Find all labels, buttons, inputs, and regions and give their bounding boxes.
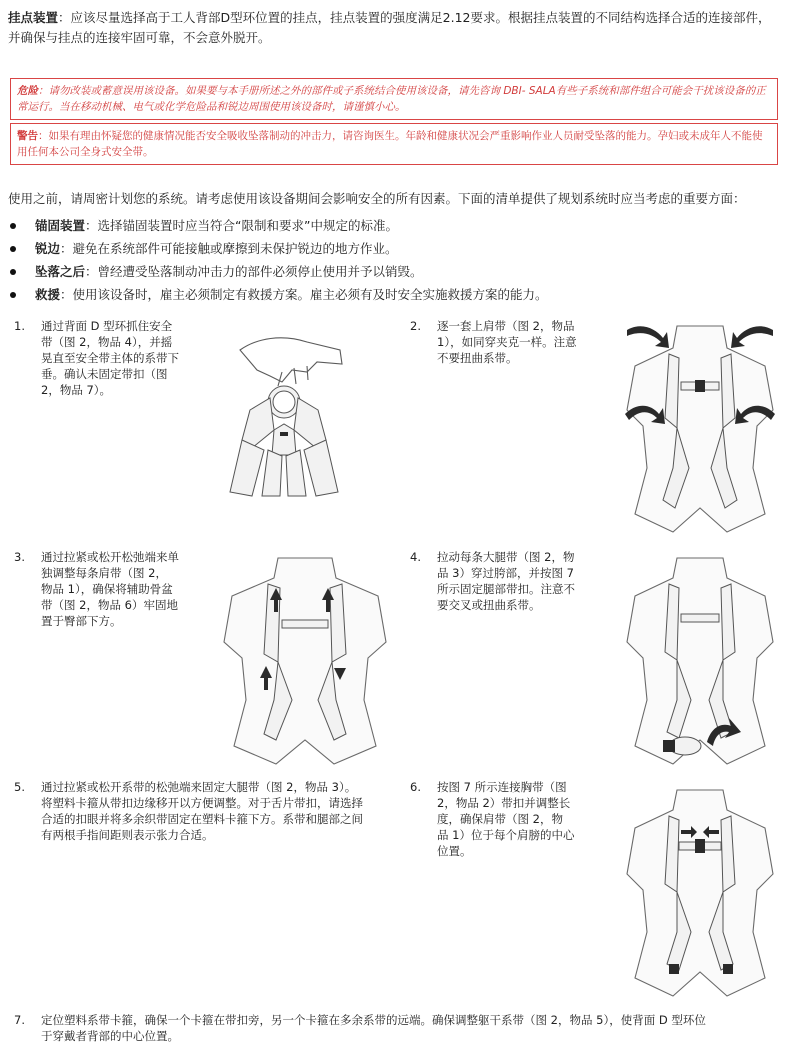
step-text: 逐一套上肩带（图 2，物品 1），如同穿夹克一样。注意 不要扭曲系带。 <box>437 319 577 365</box>
warning-text: ：如果有理由怀疑您的健康情况能否安全吸收坠落制动的冲击力，请咨询医生。年龄和健康状况会严重影响作业人员耐受坠落的能力。孕妇或未成年人不能使用任何本公司全身式安全带。 <box>17 130 763 158</box>
planning-paragraph: 使用之前，请周密计划您的系统。请考虑使用该设备期间会影响安全的所有因素。下面的清单提供了规划系统时应当考虑的重要方面： <box>8 191 746 206</box>
step-number: 3. <box>14 550 25 564</box>
step-text: 按图 7 所示连接胸带（图 2，物品 2）带扣并调整长 度，确保肩带（图 2，物 品 1）位于每个肩膀的中心 位置。 <box>437 780 575 858</box>
step-text: 拉动每条大腿带（图 2，物 品 3）穿过胯部，并按图 7 所示固定腿部带扣。注意不 要交叉或扭曲系带。 <box>437 550 575 612</box>
warning-box <box>10 123 778 165</box>
step-number: 5. <box>14 780 25 794</box>
step-4 <box>410 549 610 629</box>
warning-label: 警告 <box>17 130 38 142</box>
step-text: 通过背面 D 型环抓住安全 带（图 2，物品 4），并摇 晃直至安全带主体的系带下 垂。确认未固定带扣（图 2，物品 7）。 <box>41 319 179 397</box>
bullet-label: 救援 <box>35 287 61 302</box>
list-item <box>8 260 778 283</box>
danger-box <box>10 78 778 120</box>
intro-text: ：应该尽量选择高于工人背部D型环位置的挂点，挂点装置的强度满足2.12要求。根据挂点装置的不同结构选择合适的连接部件，并确保与挂点的连接牢固可靠，不会意外脱开。 <box>8 10 771 45</box>
step-3 <box>14 549 214 639</box>
bullet-text: ：曾经遭受坠落制动冲击力的部件必须停止使用并予以销毁。 <box>85 264 423 279</box>
list-item <box>8 214 778 237</box>
bullet-label: 锐边 <box>35 241 61 256</box>
step-text: 通过拉紧或松开松弛端来单 独调整每条肩带（图 2， 物品 1），确保将辅助骨盆 带（图 2，物品 6）牢固地 置于臀部下方。 <box>41 550 179 628</box>
intro-paragraph <box>8 8 778 48</box>
step-number: 1. <box>14 319 25 333</box>
harness-hanging-illustration <box>212 320 402 500</box>
chest-strap-illustration <box>615 782 785 1004</box>
danger-label: 危险 <box>17 85 38 97</box>
intro-label: 挂点装置 <box>8 10 59 25</box>
step-5 <box>14 779 409 849</box>
step-6 <box>410 779 610 864</box>
harness-donning-illustration <box>615 318 785 538</box>
shoulder-strap-adjust-illustration <box>210 550 400 770</box>
bullet-text: ：选择锚固装置时应当符合“限制和要求”中规定的标准。 <box>85 218 398 233</box>
step-1 <box>14 318 214 408</box>
step-text: 定位塑料系带卡箍，确保一个卡箍在带扣旁，另一个卡箍在多余系带的远端。确保调整躯干系带（图 2，物品 5），使背面 D 型环位 于穿戴者背部的中心位置。 <box>41 1013 706 1043</box>
step-number: 2. <box>410 319 421 333</box>
step-number: 7. <box>14 1013 25 1027</box>
step-2 <box>410 318 610 378</box>
step-number: 6. <box>410 780 421 794</box>
bullet-text: ：避免在系统部件可能接触或摩擦到未保护锐边的地方作业。 <box>60 241 398 256</box>
bullet-label: 坠落之后 <box>35 264 86 279</box>
step-text: 通过拉紧或松开系带的松弛端来固定大腿带（图 2，物品 3）。 将塑料卡箍从带扣边缘移开以方便调整。对于舌片带扣，请选择 合适的扣眼并将多余织带固定在塑料卡箍下方。系带和腿部之间 有两根手指间距则表示张力合适。 <box>41 780 363 842</box>
danger-text: ：请勿改装或蓄意误用该设备。如果要与本手册所述之外的部件或子系统结合使用该设备，请先咨询 DBI- SALA有些子系统和部件组合可能会干扰该设备的正常运行。当在移动机械、电气或化学危险品和锐边周围使用该设备时，请谨慎小心。 <box>17 85 766 113</box>
leg-strap-illustration <box>615 550 785 770</box>
list-item <box>8 283 778 306</box>
step-7 <box>14 1012 784 1048</box>
step-number: 4. <box>410 550 421 564</box>
list-item <box>8 237 778 260</box>
planning-checklist <box>8 214 778 306</box>
bullet-label: 锚固装置 <box>35 218 86 233</box>
bullet-text: ：使用该设备时，雇主必须制定有救援方案。雇主必须有及时安全实施救援方案的能力。 <box>60 287 548 302</box>
